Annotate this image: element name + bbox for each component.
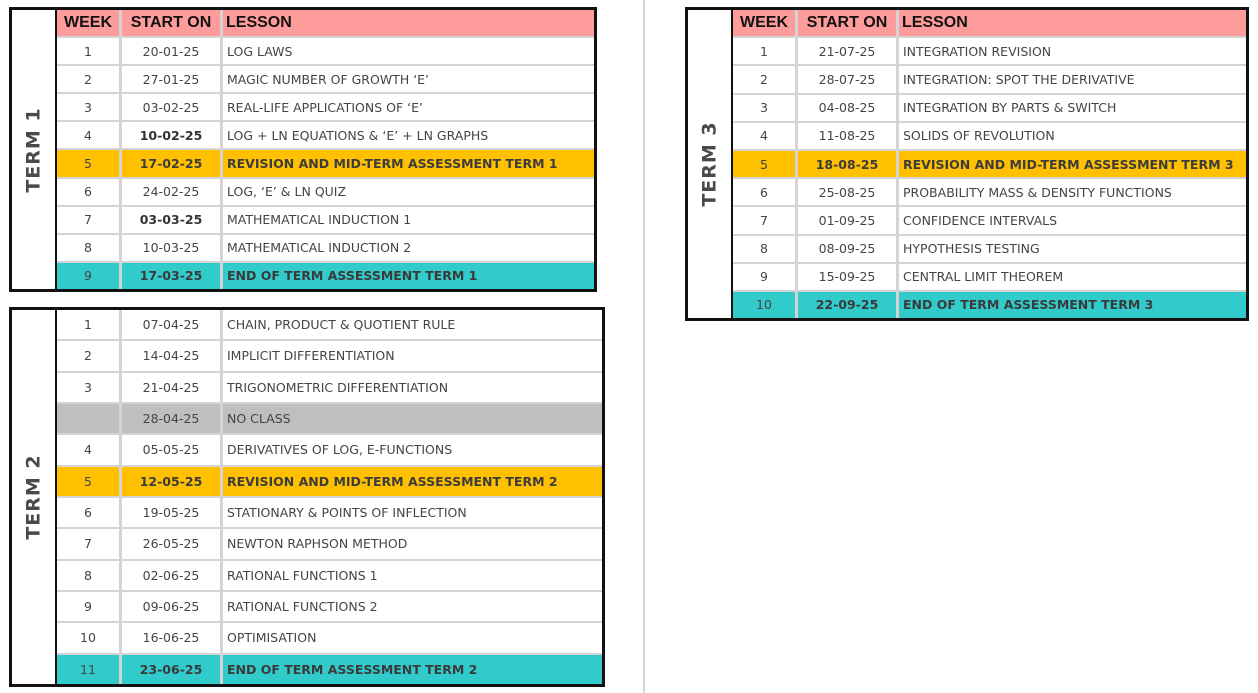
start-date-cell: 15-09-25: [798, 264, 896, 290]
table-row: [57, 341, 602, 370]
week-cell: 9: [733, 264, 795, 290]
start-date-cell: 18-08-25: [798, 151, 896, 177]
mid-term-assessment-row: [57, 467, 602, 496]
lesson-cell: MATHEMATICAL INDUCTION 2: [223, 235, 594, 261]
table-row: [733, 38, 1246, 64]
start-date-cell: 07-04-25: [122, 310, 220, 339]
start-date-cell: 03-03-25: [122, 207, 220, 233]
start-date-cell: 04-08-25: [798, 95, 896, 121]
table-row: [733, 123, 1246, 149]
term-label: [12, 10, 57, 289]
lesson-cell: END OF TERM ASSESSMENT TERM 2: [223, 655, 602, 684]
week-cell: 6: [57, 498, 119, 527]
term-3-table: [685, 7, 1249, 321]
term-label: [12, 310, 57, 684]
lesson-cell: INTEGRATION REVISION: [899, 38, 1246, 64]
week-cell: 4: [733, 123, 795, 149]
panel-divider: [643, 0, 645, 693]
start-date-cell: 21-07-25: [798, 38, 896, 64]
lesson-cell: CENTRAL LIMIT THEOREM: [899, 264, 1246, 290]
start-date-cell: 05-05-25: [122, 435, 220, 464]
mid-term-assessment-row: [57, 150, 594, 176]
table-row: [57, 235, 594, 261]
lesson-cell: PROBABILITY MASS & DENSITY FUNCTIONS: [899, 179, 1246, 205]
start-date-cell: 28-07-25: [798, 66, 896, 92]
header-row: [733, 10, 1246, 36]
start-date-cell: 17-03-25: [122, 263, 220, 289]
lesson-cell: LOG, ‘E’ & LN QUIZ: [223, 179, 594, 205]
lesson-cell: NO CLASS: [223, 404, 602, 433]
start-date-cell: 21-04-25: [122, 373, 220, 402]
table-row: [57, 498, 602, 527]
week-cell: 2: [57, 66, 119, 92]
schedule-grid: [57, 310, 602, 684]
week-cell: 9: [57, 592, 119, 621]
week-cell: 8: [733, 236, 795, 262]
lesson-cell: HYPOTHESIS TESTING: [899, 236, 1246, 262]
week-header: WEEK: [733, 10, 795, 36]
table-row: [733, 95, 1246, 121]
week-cell: 1: [733, 38, 795, 64]
lesson-cell: REAL-LIFE APPLICATIONS OF ‘E’: [223, 94, 594, 120]
week-header: WEEK: [57, 10, 119, 36]
week-cell: 3: [57, 373, 119, 402]
table-row: [57, 373, 602, 402]
start-header: START ON: [798, 10, 896, 36]
lesson-cell: IMPLICIT DIFFERENTIATION: [223, 341, 602, 370]
table-row: [57, 38, 594, 64]
start-date-cell: 20-01-25: [122, 38, 220, 64]
term-label-text: TERM 1: [22, 106, 45, 193]
week-cell: 7: [57, 529, 119, 558]
start-header: START ON: [122, 10, 220, 36]
week-cell: 11: [57, 655, 119, 684]
start-date-cell: 28-04-25: [122, 404, 220, 433]
week-cell: [57, 404, 119, 433]
term-label-text: TERM 2: [22, 454, 45, 540]
lesson-cell: MAGIC NUMBER OF GROWTH ‘E’: [223, 66, 594, 92]
week-cell: 8: [57, 235, 119, 261]
start-date-cell: 10-03-25: [122, 235, 220, 261]
week-cell: 10: [57, 623, 119, 652]
table-row: [57, 207, 594, 233]
lesson-cell: LOG + LN EQUATIONS & ‘E’ + LN GRAPHS: [223, 122, 594, 148]
table-row: [57, 529, 602, 558]
week-cell: 3: [733, 95, 795, 121]
table-row: [57, 592, 602, 621]
lesson-cell: REVISION AND MID-TERM ASSESSMENT TERM 3: [899, 151, 1246, 177]
week-cell: 5: [57, 150, 119, 176]
week-cell: 8: [57, 561, 119, 590]
table-row: [733, 207, 1246, 233]
lesson-cell: END OF TERM ASSESSMENT TERM 3: [899, 292, 1246, 318]
lesson-cell: MATHEMATICAL INDUCTION 1: [223, 207, 594, 233]
lesson-header: LESSON: [223, 10, 594, 36]
week-cell: 5: [57, 467, 119, 496]
start-date-cell: 19-05-25: [122, 498, 220, 527]
table-row: [733, 236, 1246, 262]
start-date-cell: 27-01-25: [122, 66, 220, 92]
start-date-cell: 23-06-25: [122, 655, 220, 684]
lesson-cell: INTEGRATION BY PARTS & SWITCH: [899, 95, 1246, 121]
mid-term-assessment-row: [733, 151, 1246, 177]
week-cell: 1: [57, 310, 119, 339]
table-row: [57, 623, 602, 652]
week-cell: 4: [57, 122, 119, 148]
lesson-cell: RATIONAL FUNCTIONS 1: [223, 561, 602, 590]
term-label: [688, 10, 733, 318]
lesson-cell: LOG LAWS: [223, 38, 594, 64]
start-date-cell: 26-05-25: [122, 529, 220, 558]
table-row: [57, 561, 602, 590]
end-of-term-assessment-row: [57, 263, 594, 289]
week-cell: 5: [733, 151, 795, 177]
table-row: [733, 264, 1246, 290]
lesson-cell: DERIVATIVES OF LOG, E-FUNCTIONS: [223, 435, 602, 464]
end-of-term-assessment-row: [57, 655, 602, 684]
lesson-cell: INTEGRATION: SPOT THE DERIVATIVE: [899, 66, 1246, 92]
start-date-cell: 12-05-25: [122, 467, 220, 496]
week-cell: 1: [57, 38, 119, 64]
lesson-cell: CHAIN, PRODUCT & QUOTIENT RULE: [223, 310, 602, 339]
start-date-cell: 03-02-25: [122, 94, 220, 120]
end-of-term-assessment-row: [733, 292, 1246, 318]
week-cell: 7: [733, 207, 795, 233]
start-date-cell: 14-04-25: [122, 341, 220, 370]
start-date-cell: 09-06-25: [122, 592, 220, 621]
table-row: [57, 66, 594, 92]
start-date-cell: 25-08-25: [798, 179, 896, 205]
week-cell: 6: [733, 179, 795, 205]
start-date-cell: 24-02-25: [122, 179, 220, 205]
week-cell: 2: [57, 341, 119, 370]
start-date-cell: 16-06-25: [122, 623, 220, 652]
term-2-table: [9, 307, 605, 687]
term-label-text: TERM 3: [698, 121, 721, 207]
start-date-cell: 10-02-25: [122, 122, 220, 148]
start-date-cell: 17-02-25: [122, 150, 220, 176]
week-cell: 10: [733, 292, 795, 318]
no-class-row: [57, 404, 602, 433]
lesson-cell: CONFIDENCE INTERVALS: [899, 207, 1246, 233]
term-1-table: [9, 7, 597, 292]
week-cell: 2: [733, 66, 795, 92]
start-date-cell: 22-09-25: [798, 292, 896, 318]
table-row: [57, 122, 594, 148]
start-date-cell: 11-08-25: [798, 123, 896, 149]
table-row: [57, 94, 594, 120]
start-date-cell: 08-09-25: [798, 236, 896, 262]
header-row: [57, 10, 594, 36]
table-row: [733, 66, 1246, 92]
start-date-cell: 01-09-25: [798, 207, 896, 233]
table-row: [57, 310, 602, 339]
week-cell: 9: [57, 263, 119, 289]
lesson-cell: REVISION AND MID-TERM ASSESSMENT TERM 1: [223, 150, 594, 176]
lesson-header: LESSON: [899, 10, 1246, 36]
week-cell: 7: [57, 207, 119, 233]
lesson-cell: END OF TERM ASSESSMENT TERM 1: [223, 263, 594, 289]
schedule-grid: [57, 10, 594, 289]
lesson-cell: RATIONAL FUNCTIONS 2: [223, 592, 602, 621]
week-cell: 6: [57, 179, 119, 205]
lesson-cell: NEWTON RAPHSON METHOD: [223, 529, 602, 558]
lesson-cell: SOLIDS OF REVOLUTION: [899, 123, 1246, 149]
start-date-cell: 02-06-25: [122, 561, 220, 590]
table-row: [733, 179, 1246, 205]
table-row: [57, 179, 594, 205]
lesson-cell: OPTIMISATION: [223, 623, 602, 652]
week-cell: 4: [57, 435, 119, 464]
lesson-cell: TRIGONOMETRIC DIFFERENTIATION: [223, 373, 602, 402]
lesson-cell: STATIONARY & POINTS OF INFLECTION: [223, 498, 602, 527]
schedule-grid: [733, 10, 1246, 318]
lesson-cell: REVISION AND MID-TERM ASSESSMENT TERM 2: [223, 467, 602, 496]
week-cell: 3: [57, 94, 119, 120]
table-row: [57, 435, 602, 464]
